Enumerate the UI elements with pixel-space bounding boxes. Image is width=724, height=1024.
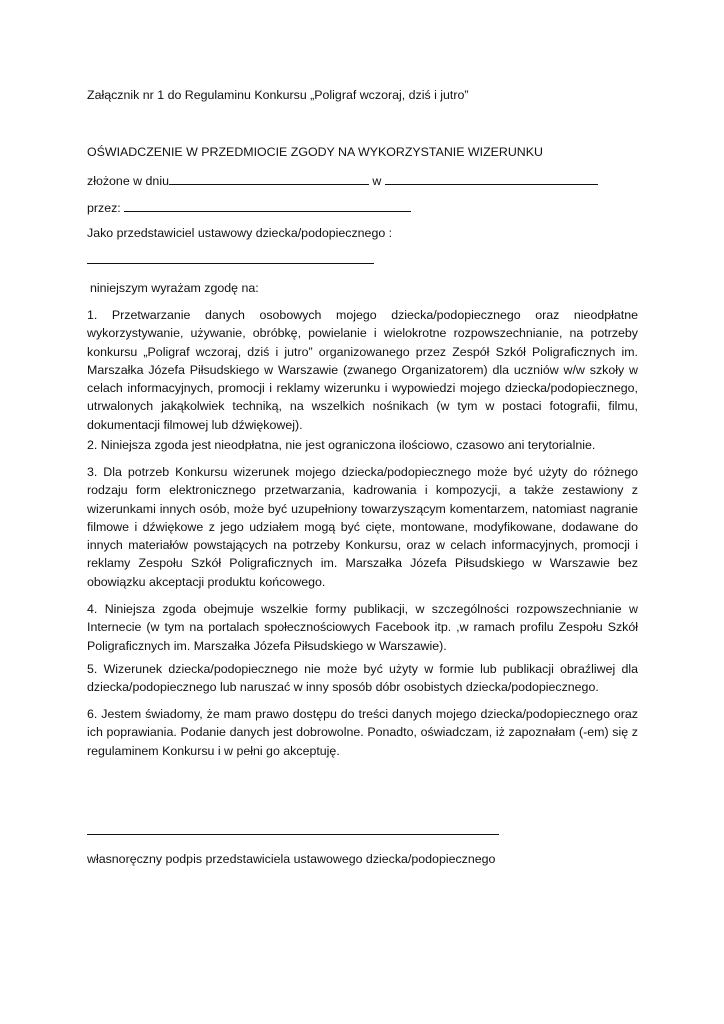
date-blank-line[interactable]	[169, 171, 369, 185]
submitted-on-label: złożone w dniu	[87, 174, 169, 188]
submitted-by-row	[87, 198, 411, 218]
submitted-on-row	[87, 171, 598, 191]
paragraph-3: 3. Dla potrzeb Konkursu wizerunek mojego dziecka/podopiecznego może być użyty do różnego rodzaju form elektronicznego przetwarzania, kadrowania i kompozycji, a także zestawiony z wizerunkami innych osób, może być uzupełniony towarzyszącym komentarzem, natomiast nagranie filmowe i dźwiękowe z jego udziałem mogą być cięte, montowane, modyfikowane, dodawane do innych materiałów powstających na potrzeby Konkursu, oraz w celach informacyjnych, promocji i reklamy Zespołu Szkół Poligraficznych im. Marszałka Józefa Piłsudskiego w Warszawie bez obowiązku akceptacji produktu końcowego.	[87, 465, 638, 589]
signature-caption: własnoręczny podpis przedstawiciela ustawowego dziecka/podopiecznego	[87, 852, 496, 866]
place-label: w	[372, 174, 382, 188]
place-blank-line[interactable]	[385, 171, 598, 185]
paragraph-1: 1. Przetwarzanie danych osobowych mojego dziecka/podopiecznego oraz nieodpłatne wykorzystywanie, używanie, obróbkę, powielanie i wielokrotne rozpowszechnianie, na potrzeby konkursu „Poligraf wczoraj, dziś i jutro” organizowanego przez Zespół Szkół Poligraficznych im. Marszałka Józefa Piłsudskiego w Warszawie (zwanego Organizatorem) dla uczniów w/w szkoły w celach informacyjnych, promocji i reklamy wizerunku i wypowiedzi mojego dziecka/podopiecznego, utrwalonych jakąkolwiek techniką, na wszelkich nośnikach (w tym w postaci fotografii, filmu, dokumentacji filmowej lub dźwiękowej).	[87, 308, 638, 432]
by-label: przez:	[87, 201, 121, 215]
attachment-title: Załącznik nr 1 do Regulaminu Konkursu „Poligraf wczoraj, dziś i jutro”	[87, 88, 469, 102]
representative-label: Jako przedstawiciel ustawowy dziecka/podopiecznego :	[87, 226, 393, 240]
representative-blank-line[interactable]	[87, 250, 374, 264]
paragraph-6: 6. Jestem świadomy, że mam prawo dostępu do treści danych mojego dziecka/podopiecznego oraz ich poprawiania. Podanie danych jest dobrowolne. Ponadto, oświadczam, iż zapoznałam (-em) się z regulaminem Konkursu i w pełni go akceptuję.	[87, 707, 638, 758]
consent-intro: niniejszym wyrażam zgodę na:	[90, 281, 259, 295]
submitter-blank-line[interactable]	[124, 198, 411, 212]
paragraph-5: 5. Wizerunek dziecka/podopiecznego nie może być użyty w formie lub publikacji obraźliwej dla dziecka/podopiecznego lub naruszać w inny sposób dóbr osobistych dziecka/podopiecznego.	[87, 662, 638, 695]
paragraph-4: 4. Niniejsza zgoda obejmuje wszelkie formy publikacji, w szczególności rozpowszechnianie w Internecie (w tym na portalach społecznościowych Facebook itp. ,w ramach profilu Zespołu Szkół Poligraficznych im. Marszałka Józefa Piłsudskiego w Warszawie).	[87, 602, 638, 653]
signature-blank-line[interactable]	[87, 834, 499, 835]
representative-row	[87, 250, 374, 270]
paragraph-2: 2. Niniejsza zgoda jest nieodpłatna, nie jest ograniczona ilościowo, czasowo ani terytorialnie.	[87, 438, 596, 452]
document-heading: OŚWIADCZENIE W PRZEDMIOCIE ZGODY NA WYKORZYSTANIE WIZERUNKU	[87, 145, 543, 159]
